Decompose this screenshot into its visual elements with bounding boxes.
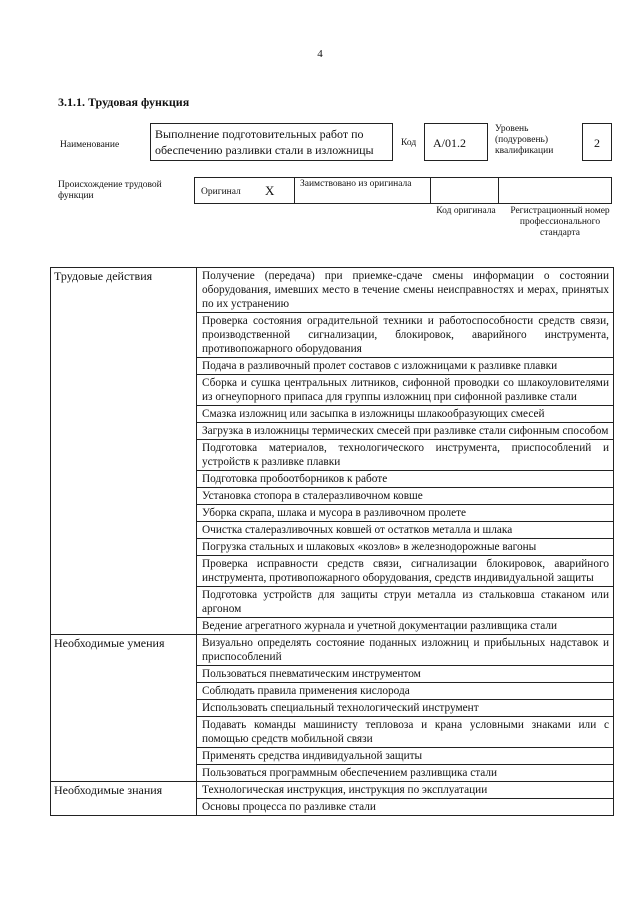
item-cell: Проверка исправности средств связи, сигнализации блокировок, аварийного инструмента, противопожарного оборудования, средств индивидуальной защиты (197, 556, 614, 587)
item-cell: Основы процесса по разливке стали (197, 799, 614, 816)
original-mark: X (265, 183, 275, 198)
borrowed-label: Заимствовано из оригинала (300, 179, 412, 189)
item-cell: Применять средства индивидуальной защиты (197, 748, 614, 765)
section-title: 3.1.1. Трудовая функция (58, 95, 190, 109)
item-cell: Технологическая инструкция, инструкция по эксплуатации (197, 782, 614, 799)
name-value: Выполнение подготовительных работ по обеспечению разливки стали в изложницы (155, 127, 374, 157)
item-cell: Очистка сталеразливочных ковшей от остатков металла и шлака (197, 522, 614, 539)
table-row (51, 635, 614, 666)
code-value-box (424, 123, 488, 161)
item-cell: Смазка изложниц или засыпка в изложницы шлакообразующих смесей (197, 406, 614, 423)
category-cell: Необходимые умения (51, 635, 197, 782)
level-value: 2 (594, 136, 600, 150)
item-cell: Погрузка стальных и шлаковых «козлов» в железнодорожные вагоны (197, 539, 614, 556)
reg-number-caption: Регистрационный номер профессионального стандарта (510, 206, 610, 238)
item-cell: Уборка скрапа, шлака и мусора в разливочном пролете (197, 505, 614, 522)
item-cell: Подготовка устройств для защиты струи металла из стальковша стаканом или аргоном (197, 587, 614, 618)
level-label: Уровень (подуровень) квалификации (495, 124, 554, 156)
category-cell: Необходимые знания (51, 782, 197, 816)
item-cell: Подготовка пробоотборников к работе (197, 471, 614, 488)
item-cell: Подавать команды машинисту тепловоза и крана условными знаками или с помощью средств мобильной связи (197, 717, 614, 748)
item-cell: Проверка состояния оградительной техники и работоспособности средств связи, производственной сигнализации, блокировок, аварийного инструмента, противопожарного оборудования (197, 313, 614, 358)
item-cell: Визуально определять состояние поданных изложниц и прибыльных надставок и приспособлений (197, 635, 614, 666)
item-cell: Загрузка в изложницы термических смесей при разливке стали сифонным способом (197, 423, 614, 440)
item-cell: Ведение агрегатного журнала и учетной документации разливщика стали (197, 618, 614, 635)
code-label: Код (401, 138, 417, 148)
level-value-box (582, 123, 612, 161)
item-cell: Подготовка материалов, технологического инструмента, приспособлений и устройств к разливке плавки (197, 440, 614, 471)
original-label: Оригинал (201, 187, 241, 197)
code-value: А/01.2 (433, 136, 466, 150)
table-row (51, 268, 614, 313)
item-cell: Использовать специальный технологический инструмент (197, 700, 614, 717)
item-cell: Получение (передача) при приемке-сдаче смены информации о состоянии оборудования, имевших место в течение смены неисправностях и мерах, принятых по их устранению (197, 268, 614, 313)
item-cell: Пользоваться программным обеспечением разливщика стали (197, 765, 614, 782)
item-cell: Установка стопора в сталеразливочном ковше (197, 488, 614, 505)
page-number: 4 (317, 48, 323, 60)
name-label: Наименование (60, 140, 120, 150)
item-cell: Соблюдать правила применения кислорода (197, 683, 614, 700)
origin-code-caption: Код оригинала (436, 206, 496, 216)
function-details-table (50, 267, 614, 816)
origin-label: Происхождение трудовой функции (58, 180, 162, 201)
category-cell: Трудовые действия (51, 268, 197, 635)
item-cell: Сборка и сушка центральных литников, сифонной проводки со шлакоуловителями из огнеупорного припаса для группы изложниц при сифонной разливке стали (197, 375, 614, 406)
item-cell: Пользоваться пневматическим инструментом (197, 666, 614, 683)
table-row (51, 782, 614, 799)
item-cell: Подача в разливочный пролет составов с изложницами к разливке плавки (197, 358, 614, 375)
name-value-box (150, 123, 393, 161)
